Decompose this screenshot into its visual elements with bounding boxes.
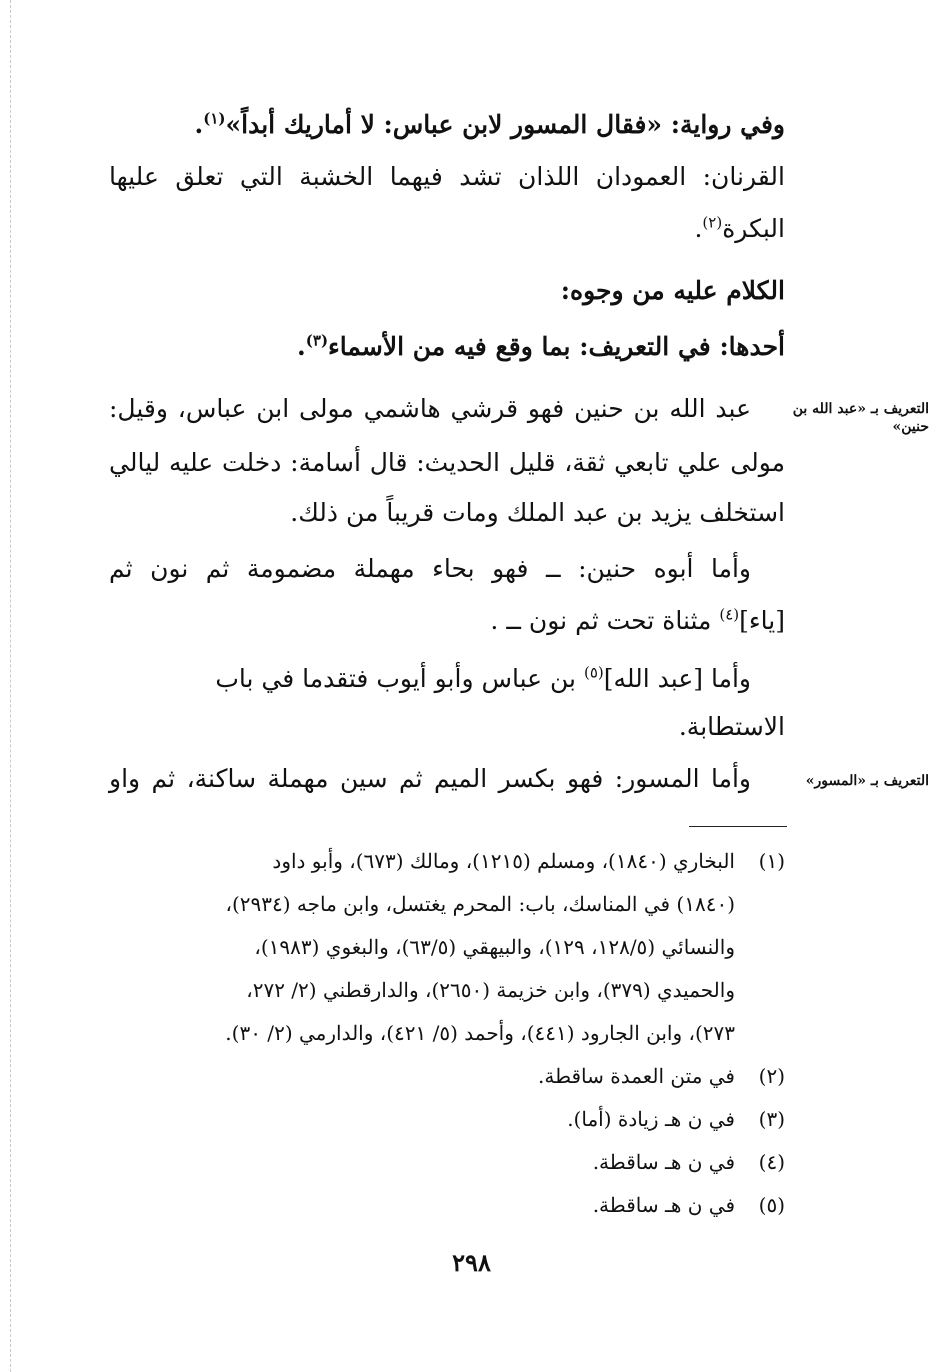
ibn-abbas-bracket: وأما [عبد الله] [603,664,751,693]
father-line-1: وأما أبوه حنين: ــ فهو بحاء مهملة مضمومة ثم نون ثم [109,554,751,583]
footnote-text: في ن هـ ساقطة. [592,1193,735,1217]
footnote-1-line-3: والنسائي (١٢٨/٥، ١٢٩)، والبيهقي (٦٣/٥)، والبغوي (١٩٨٣)، [254,935,735,959]
abd-line-2: مولى علي تابعي ثقة، قليل الحديث: قال أسامة: دخلت عليه ليالي [109,448,785,477]
father-line-2 [109,596,785,646]
footnote-text: في ن هـ زيادة (أما). [567,1107,735,1131]
footnote-ref-4: (٤) [719,605,740,624]
footnote-text: في متن العمدة ساقطة. [537,1064,735,1088]
section-heading: الكلام عليه من وجوه: [560,276,785,305]
page-number: ٢٩٨ [452,1248,491,1277]
qarnan-end-text: البكرة [722,214,785,243]
father-bracket: [ياء] [739,606,785,635]
footnote-4 [109,1141,785,1184]
footnote-1 [109,840,785,883]
footnote-2 [109,1055,785,1098]
footnote-number: (٤) [758,1150,785,1174]
footnote-ref-3: (٣) [305,331,329,350]
footnote-ref-5: (٥) [583,663,604,682]
footnote-1-line-5: ٢٧٣)، وابن الجارود (٤٤١)، وأحمد (٥/ ٤٢١)، والدارمي (٢/ ٣٠). [225,1021,735,1045]
paragraph-riwaya: وفي رواية: «فقال المسور لابن عباس: لا أماريك أبداً»$^{(١)}$. [194,109,785,139]
side-note-abd: التعريف بـ «عبد الله بن حنين» [792,401,929,435]
footnote-1-line-2: (١٨٤٠) في المناسك، باب: المحرم يغتسل، وابن ماجه (٢٩٣٤)، [225,892,735,916]
footnote-text: البخاري (١٨٤٠)، ومسلم (١٢١٥)، ومالك (٦٧٣)، وأبو داود [272,849,735,873]
side-note-miswar: التعريف بـ «المسور» [805,773,929,789]
miswar-line-1: وأما المسور: فهو بكسر الميم ثم سين مهملة ساكنة، ثم واو [109,764,751,793]
qarnan-line-1: القرنان: العمودان اللذان تشد فيهما الخشبة التي تعلق عليها [109,162,785,191]
page-edge [0,0,11,1372]
ibn-abbas-line-1 [109,654,785,704]
footnotes [109,840,785,1227]
footnote-number: (٥) [758,1193,785,1217]
qarnan-line-2: البكرة$^{(٢)}$. [694,213,785,243]
riwaya-text: وفي رواية: «فقال المسور لابن عباس: لا أماريك أبداً» [225,110,785,139]
abd-line-3: استخلف يزيد بن عبد الملك ومات قريباً من ذلك. [290,498,785,527]
ibn-abbas-rest: بن عباس وأبو أيوب فتقدما في باب [215,664,576,693]
footnote-5 [109,1184,785,1227]
footnote-rule [689,826,787,827]
ibn-abbas-line-2: الاستطابة. [678,712,785,741]
footnote-number: (٣) [758,1107,785,1131]
abd-line-1: عبد الله بن حنين فهو قرشي هاشمي مولى ابن عباس، وقيل: [109,394,751,423]
footnote-ref-1: (١) [203,109,226,128]
first-aspect: أحدها: في التعريف: بما وقع فيه من الأسماء$^{(٣)}$. [297,331,785,361]
first-aspect-text: أحدها: في التعريف: بما وقع فيه من الأسماء [328,332,785,361]
footnote-text: في ن هـ ساقطة. [592,1150,735,1174]
father-rest: مثناة تحت ثم نون ــ . [490,606,712,635]
footnote-ref-2: (٢) [702,213,723,232]
footnote-number: (١) [758,849,785,873]
footnote-number: (٢) [758,1064,785,1088]
footnote-1-line-4: والحميدي (٣٧٩)، وابن خزيمة (٢٦٥٠)، والدارقطني (٢/ ٢٧٢، [246,978,735,1002]
footnote-3 [109,1098,785,1141]
